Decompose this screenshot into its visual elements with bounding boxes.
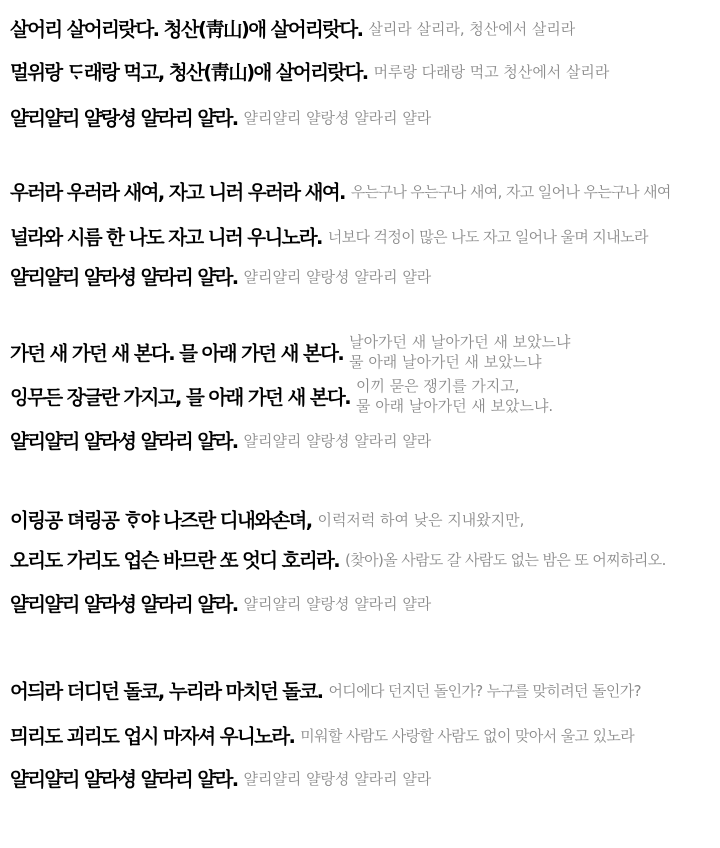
translation-text: 얄리얄리 얄랑셩 얄라리 얄라 [243,267,432,286]
stanza-1-refrain [10,103,718,131]
stanza-5-refrain [10,764,718,792]
translation-text: 얄리얄리 얄랑셩 얄라리 얄라 [243,594,432,613]
original-text: 멀위랑 ᄃᆞ래랑 먹고, 청산(靑山)애 살어리랏다. [10,61,368,84]
translation-text-line: 물 아래 날아가던 새 보았느냐. [355,397,554,415]
original-text: 얄리얄리 얄라셩 얄라리 얄라. [10,593,238,616]
translation-text [349,332,570,372]
stanza-3-refrain [10,426,718,454]
translation-text: 어디에다 던지던 돌인가? 누구를 맞히려던 돌인가? [328,681,641,700]
original-text: 우러라 우러라 새여, 자고 니러 우러라 새여. [10,181,345,204]
translation-text-line: 물 아래 날아가던 새 보았느냐 [349,353,542,371]
stanza-5-line-1 [10,676,718,704]
translation-text: 얄리얄리 얄랑셩 얄라리 얄라 [243,108,432,127]
original-text: 얄리얄리 얄라셩 얄라리 얄라. [10,266,238,289]
translation-text: 머루랑 다래랑 먹고 청산에서 살리라 [373,62,610,81]
translation-text: 얄리얄리 얄랑셩 얄라리 얄라 [243,769,432,788]
original-text: 널라와 시름 한 나도 자고 니러 우니노라. [10,226,322,249]
stanza-4-line-1 [10,505,718,533]
original-text: 얄리얄리 얄라셩 얄라리 얄라. [10,430,238,453]
original-text: 잉무든 장글란 가지고, 믈 아래 가던 새 본다. [10,386,351,409]
original-text: 믜리도 괴리도 업시 마자셔 우니노라. [10,725,295,748]
original-text: 오리도 가리도 업슨 바므란 ᄯᅩ 엇디 호리라. [10,549,340,572]
stanza-4-line-2 [10,545,718,573]
stanza-2-line-2 [10,222,718,250]
original-text: 얄리얄리 얄랑셩 얄라리 얄라. [10,107,238,130]
stanza-1-line-1 [10,14,718,42]
translation-text: 우는구나 우는구나 새여, 자고 일어나 우는구나 새여 [350,182,671,201]
stanza-3-line-2 [10,376,718,416]
stanza-5-line-2 [10,721,718,749]
translation-text: 얄리얄리 얄랑셩 얄라리 얄라 [243,431,432,450]
translation-text-line: 이끼 묻은 쟁기를 가지고, [355,377,520,395]
translation-text [356,376,553,416]
translation-text: 살리라 살리라, 청산에서 살리라 [368,19,576,38]
original-text: 얄리얄리 얄라셩 얄라리 얄라. [10,768,238,791]
translation-text-line: 날아가던 새 날아가던 새 보았느냐 [349,333,571,351]
original-text: 어듸라 더디던 돌코, 누리라 마치던 돌코. [10,680,323,703]
original-text: 가던 새 가던 새 본다. 믈 아래 가던 새 본다. [10,342,344,365]
translation-text: 너보다 걱정이 많은 나도 자고 일어나 울며 지내노라 [327,227,648,246]
stanza-2-refrain [10,262,718,290]
translation-text: 이럭저럭 하여 낮은 지내왔지만, [317,510,525,529]
stanza-4-refrain [10,589,718,617]
translation-text: (찾아)올 사람도 갈 사람도 없는 밤은 또 어찌하리오. [345,550,666,569]
original-text: 살어리 살어리랏다. 청산(靑山)애 살어리랏다. [10,18,363,41]
stanza-3-line-1 [10,332,718,372]
original-text: 이링공 뎌링공 ᄒᆞ야 나즈란 디내와손뎌, [10,509,312,532]
stanza-1-line-2 [10,57,718,85]
stanza-2-line-1 [10,177,718,205]
translation-text: 미워할 사람도 사랑할 사람도 없이 맞아서 울고 있노라 [300,726,635,745]
